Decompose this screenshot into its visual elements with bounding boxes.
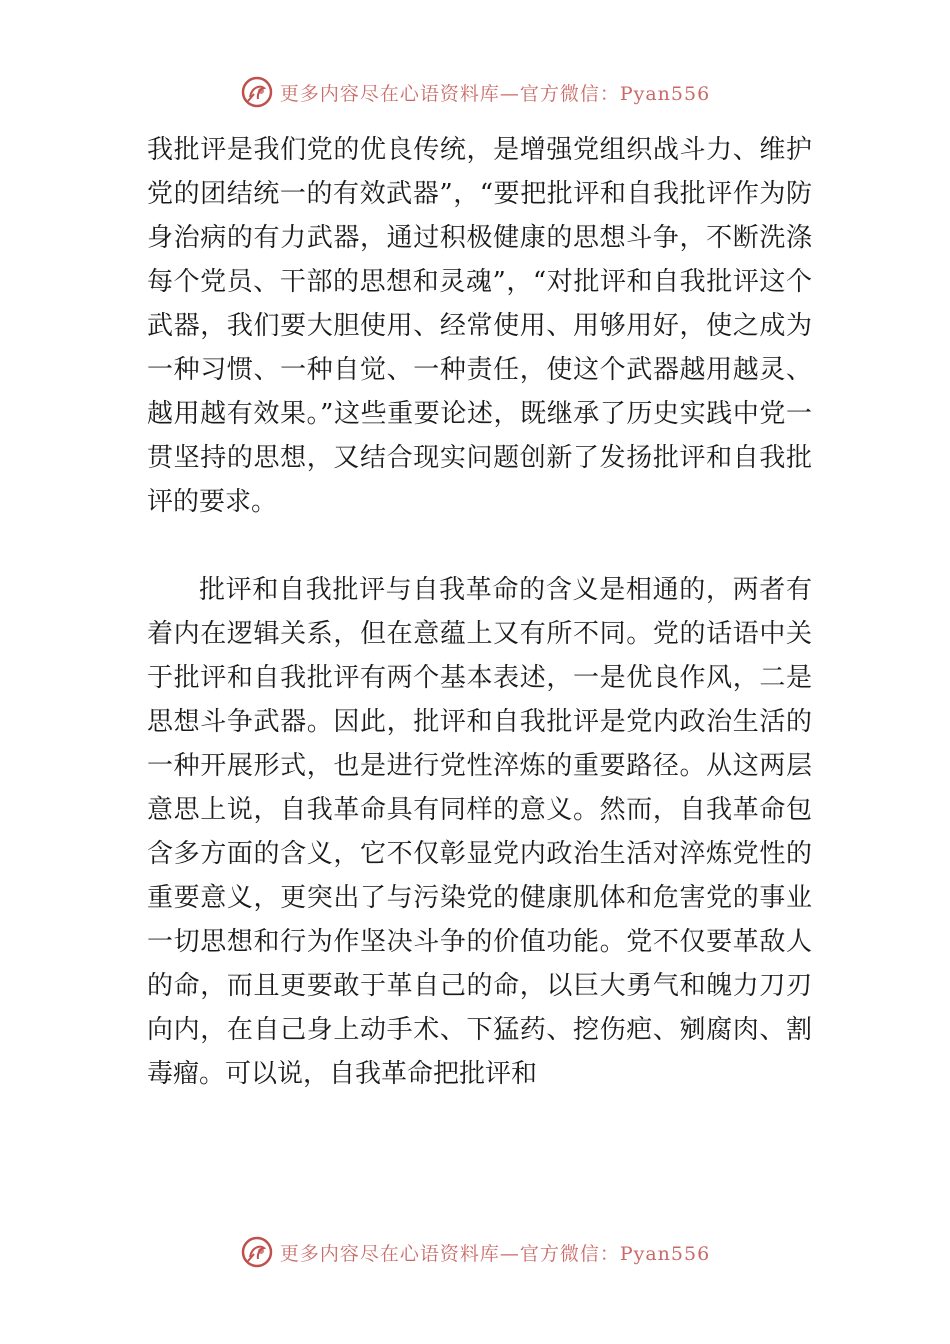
rose-seal-icon xyxy=(240,75,274,109)
rose-seal-icon xyxy=(240,1235,274,1269)
paragraph-1: 我批评是我们党的优良传统，是增强党组织战斗力、维护党的团结统一的有效武器”，“要把批评和自我批评作为防身治病的有力武器，通过积极健康的思想斗争，不断洗涤每个党员、干部的思想和灵魂”，“对批评和自我批评这个武器，我们要大胆使用、经常使用、用够用好，使之成为一种习惯、一种自觉、一种责任，使这个武器越用越灵、越用越有效果。”这些重要论述，既继承了历史实践中党一贯坚持的思想，又结合现实问题创新了发扬批评和自我批评的要求。 xyxy=(147,135,812,517)
footer-watermark xyxy=(0,1232,950,1272)
document-body xyxy=(147,128,812,1096)
watermark-text: 更多内容尽在心语资料库—官方微信：Pyan556 xyxy=(279,82,711,105)
watermark-text: 更多内容尽在心语资料库—官方微信：Pyan556 xyxy=(279,1242,711,1265)
paragraph-2: 批评和自我批评与自我革命的含义是相通的，两者有着内在逻辑关系，但在意蕴上又有所不同。党的话语中关于批评和自我批评有两个基本表述，一是优良作风，二是思想斗争武器。因此，批评和自我批评是党内政治生活的一种开展形式，也是进行党性淬炼的重要路径。从这两层意思上说，自我革命具有同样的意义。然而，自我革命包含多方面的含义，它不仅彰显党内政治生活对淬炼党性的重要意义，更突出了与污染党的健康肌体和危害党的事业一切思想和行为作坚决斗争的价值功能。党不仅要革敌人的命，而且更要敢于革自己的命，以巨大勇气和魄力刀刃向内，在自己身上动手术、下猛药、挖伤疤、剜腐肉、割毒瘤。可以说，自我革命把批评和 xyxy=(147,575,812,1089)
header-watermark xyxy=(0,72,950,112)
